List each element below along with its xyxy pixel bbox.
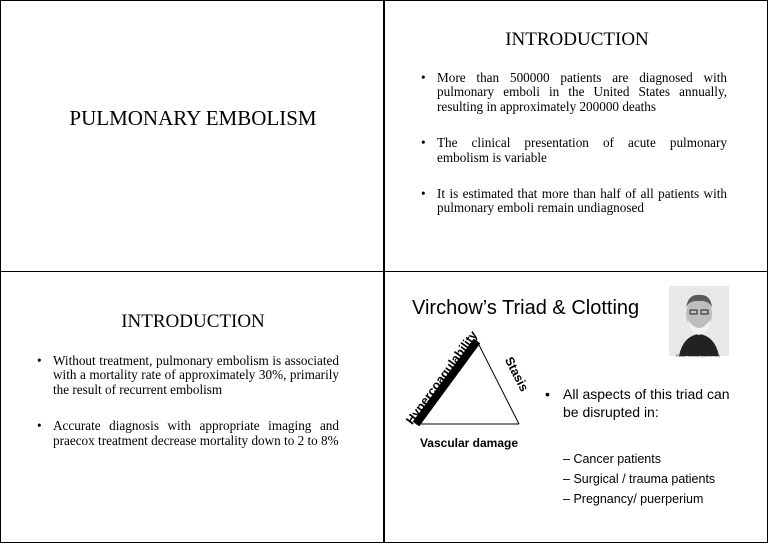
subitem-surgical-trauma: – Surgical / trauma patients xyxy=(563,472,716,486)
slide-3-bullet: • Without treatment, pulmonary embolism is associated with a mortality rate of approximately 30%, primarily the result of recurrent embolism xyxy=(37,354,339,397)
triad-edge-stasis xyxy=(477,341,519,424)
slide-2-bullet-list xyxy=(421,71,727,238)
slide-4-bullet: • All aspects of this triad can be disrupted in: xyxy=(545,385,745,421)
slide-4 xyxy=(384,271,768,543)
portrait-caption: Rudolf Virchow (1821-1902) xyxy=(676,354,720,358)
slide-4-title: Virchow’s Triad & Clotting xyxy=(412,297,640,319)
triad-label-vascular-damage: Vascular damage xyxy=(419,436,519,450)
slide-1 xyxy=(0,0,384,272)
virchow-portrait xyxy=(669,286,729,356)
triad-label-hypercoagulability: Hypercoagulability xyxy=(403,328,481,428)
slide-2-bullet: • It is estimated that more than half of all patients with pulmonary emboli remain undiagnosed xyxy=(421,187,727,216)
subitem-cancer: – Cancer patients xyxy=(563,452,661,466)
slide-1-title: PULMONARY EMBOLISM xyxy=(69,106,317,130)
slide-2 xyxy=(384,0,768,272)
slide-2-title: INTRODUCTION xyxy=(505,29,649,50)
triad-label-stasis: Stasis xyxy=(501,354,532,394)
subitem-text: Pregnancy/ puerperium xyxy=(573,492,704,506)
slide-4-bullet-text: All aspects of this triad can be disrupted in: xyxy=(563,386,730,420)
subitem-text: Surgical / trauma patients xyxy=(573,472,716,486)
slide-3-title: INTRODUCTION xyxy=(121,311,265,332)
subitem-pregnancy: – Pregnancy/ puerperium xyxy=(563,492,704,506)
slide-3 xyxy=(0,271,384,543)
slide-3-bullet: • Accurate diagnosis with appropriate imaging and praecox treatment decrease mortality down to 2 to 8% xyxy=(37,419,339,448)
slide-3-bullet-list xyxy=(37,354,339,470)
slide-2-bullet: • The clinical presentation of acute pulmonary embolism is variable xyxy=(421,136,727,165)
slide-2-bullet: • More than 500000 patients are diagnosed with pulmonary emboli in the United States annually, resulting in approximately 200000 deaths xyxy=(421,71,727,114)
subitem-text: Cancer patients xyxy=(573,452,661,466)
